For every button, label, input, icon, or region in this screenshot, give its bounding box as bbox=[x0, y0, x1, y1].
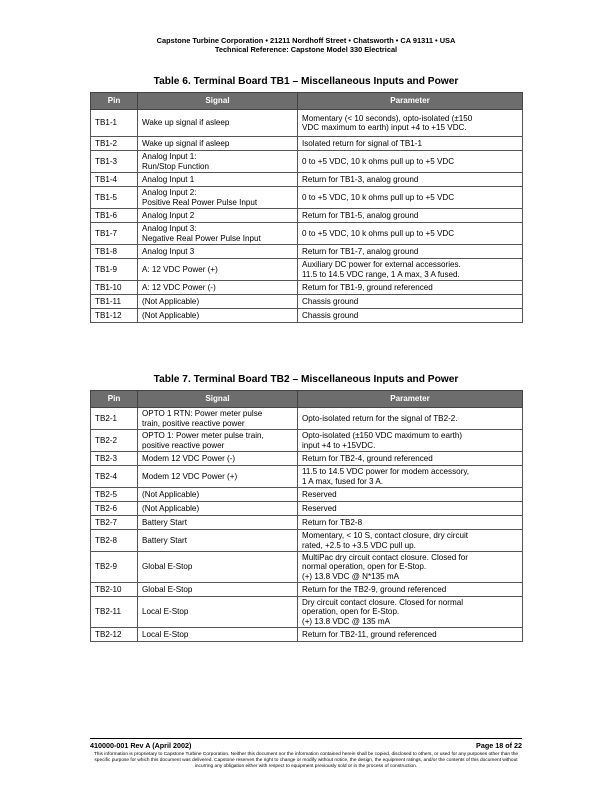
table-row bbox=[91, 516, 523, 530]
footer-divider bbox=[90, 738, 522, 739]
parameter-cell: Auxiliary DC power for external accessories. 11.5 to 14.5 VDC range, 1 A max, 3 A fused. bbox=[298, 259, 523, 281]
pin-cell: TB1-6 bbox=[91, 209, 138, 223]
parameter-cell: Return for TB2-11, ground referenced bbox=[298, 628, 523, 642]
pin-cell: TB1-1 bbox=[91, 110, 138, 137]
signal-cell: A: 12 VDC Power (+) bbox=[138, 259, 298, 281]
pin-cell: TB2-6 bbox=[91, 502, 138, 516]
signal-cell: Analog Input 3 bbox=[138, 245, 298, 259]
parameter-cell: Return for TB1-7, analog ground bbox=[298, 245, 523, 259]
pin-cell: TB2-3 bbox=[91, 452, 138, 466]
table-row bbox=[91, 488, 523, 502]
pin-cell: TB1-12 bbox=[91, 309, 138, 323]
pin-cell: TB2-1 bbox=[91, 408, 138, 430]
pin-cell: TB2-5 bbox=[91, 488, 138, 502]
signal-cell: Modem 12 VDC Power (+) bbox=[138, 466, 298, 488]
signal-cell: Wake up signal if asleep bbox=[138, 110, 298, 137]
table-row bbox=[91, 430, 523, 452]
signal-cell: Battery Start bbox=[138, 530, 298, 552]
table-row bbox=[91, 173, 523, 187]
signal-cell: Local E-Stop bbox=[138, 628, 298, 642]
document-number: 410000-001 Rev A (April 2002) bbox=[90, 741, 192, 750]
signal-cell: Analog Input 1: Run/Stop Function bbox=[138, 151, 298, 173]
header-reference-line: Technical Reference: Capstone Model 330 Electrical bbox=[214, 45, 398, 54]
pin-cell: TB1-2 bbox=[91, 137, 138, 151]
terminal-board-tb1-table bbox=[90, 92, 523, 323]
signal-cell: Wake up signal if asleep bbox=[138, 137, 298, 151]
column-header-pin: Pin bbox=[91, 391, 138, 408]
table-row bbox=[91, 137, 523, 151]
pin-cell: TB2-10 bbox=[91, 583, 138, 597]
table-row bbox=[91, 259, 523, 281]
table-row bbox=[91, 209, 523, 223]
signal-cell: (Not Applicable) bbox=[138, 488, 298, 502]
parameter-cell: Chassis ground bbox=[298, 295, 523, 309]
parameter-cell: Return for TB2-8 bbox=[298, 516, 523, 530]
parameter-cell: Opto-isolated (±150 VDC maximum to earth) input +4 to +15VDC. bbox=[298, 430, 523, 452]
table1-title: Table 6. Terminal Board TB1 – Miscellaneous Inputs and Power bbox=[153, 76, 459, 87]
signal-cell: Local E-Stop bbox=[138, 597, 298, 628]
column-header-parameter: Parameter bbox=[298, 93, 523, 110]
table-row bbox=[91, 110, 523, 137]
pin-cell: TB1-10 bbox=[91, 281, 138, 295]
pin-cell: TB2-2 bbox=[91, 430, 138, 452]
column-header-signal: Signal bbox=[138, 391, 298, 408]
signal-cell: Analog Input 1 bbox=[138, 173, 298, 187]
parameter-cell: Reserved bbox=[298, 502, 523, 516]
pin-cell: TB1-7 bbox=[91, 223, 138, 245]
table-row bbox=[91, 223, 523, 245]
parameter-cell: Momentary, < 10 S, contact closure, dry circuit rated, +2.5 to +3.5 VDC pull up. bbox=[298, 530, 523, 552]
signal-cell: (Not Applicable) bbox=[138, 502, 298, 516]
table-header-row bbox=[91, 93, 523, 110]
parameter-cell: Reserved bbox=[298, 488, 523, 502]
pin-cell: TB2-11 bbox=[91, 597, 138, 628]
signal-cell: Analog Input 2: Positive Real Power Pulse Input bbox=[138, 187, 298, 209]
parameter-cell: 11.5 to 14.5 VDC power for modem accessory, 1 A max, fused for 3 A. bbox=[298, 466, 523, 488]
parameter-cell: 0 to +5 VDC, 10 k ohms pull up to +5 VDC bbox=[298, 151, 523, 173]
pin-cell: TB1-11 bbox=[91, 295, 138, 309]
table2-title: Table 7. Terminal Board TB2 – Miscellaneous Inputs and Power bbox=[153, 374, 459, 385]
parameter-cell: Dry circuit contact closure. Closed for normal operation, open for E-Stop. (+) 13.8 VDC @ 135 mA bbox=[298, 597, 523, 628]
table-row bbox=[91, 408, 523, 430]
table-row bbox=[91, 502, 523, 516]
pin-cell: TB1-3 bbox=[91, 151, 138, 173]
table-row bbox=[91, 628, 523, 642]
table-row bbox=[91, 552, 523, 583]
pin-cell: TB1-9 bbox=[91, 259, 138, 281]
page-number: Page 18 of 22 bbox=[476, 741, 522, 750]
parameter-cell: Isolated return for signal of TB1-1 bbox=[298, 137, 523, 151]
table-row bbox=[91, 466, 523, 488]
table-row bbox=[91, 597, 523, 628]
page-header bbox=[0, 36, 612, 54]
parameter-cell: Momentary (< 10 seconds), opto-isolated (±150 VDC maximum to earth) input +4 to +15 VDC. bbox=[298, 110, 523, 137]
parameter-cell: MultiPac dry circuit contact closure. Closed for normal operation, open for E-Stop. (+) 13.8 VDC @ N*135 mA bbox=[298, 552, 523, 583]
parameter-cell: Return for TB1-9, ground referenced bbox=[298, 281, 523, 295]
signal-cell: Modem 12 VDC Power (-) bbox=[138, 452, 298, 466]
terminal-board-tb2-table bbox=[90, 390, 523, 642]
table-row bbox=[91, 187, 523, 209]
parameter-cell: Return for TB1-3, analog ground bbox=[298, 173, 523, 187]
table-row bbox=[91, 281, 523, 295]
parameter-cell: 0 to +5 VDC, 10 k ohms pull up to +5 VDC bbox=[298, 223, 523, 245]
signal-cell: Global E-Stop bbox=[138, 583, 298, 597]
table-row bbox=[91, 245, 523, 259]
pin-cell: TB2-7 bbox=[91, 516, 138, 530]
table-row bbox=[91, 530, 523, 552]
pin-cell: TB2-12 bbox=[91, 628, 138, 642]
signal-cell: OPTO 1 RTN: Power meter pulse train, positive reactive power bbox=[138, 408, 298, 430]
signal-cell: Battery Start bbox=[138, 516, 298, 530]
parameter-cell: 0 to +5 VDC, 10 k ohms pull up to +5 VDC bbox=[298, 187, 523, 209]
signal-cell: Global E-Stop bbox=[138, 552, 298, 583]
table-row bbox=[91, 309, 523, 323]
pin-cell: TB2-4 bbox=[91, 466, 138, 488]
pin-cell: TB1-4 bbox=[91, 173, 138, 187]
parameter-cell: Return for TB2-4, ground referenced bbox=[298, 452, 523, 466]
signal-cell: Analog Input 3: Negative Real Power Pulse Input bbox=[138, 223, 298, 245]
pin-cell: TB2-8 bbox=[91, 530, 138, 552]
column-header-signal: Signal bbox=[138, 93, 298, 110]
parameter-cell: Chassis ground bbox=[298, 309, 523, 323]
table-row bbox=[91, 452, 523, 466]
column-header-pin: Pin bbox=[91, 93, 138, 110]
table-row bbox=[91, 583, 523, 597]
parameter-cell: Return for TB1-5, analog ground bbox=[298, 209, 523, 223]
table-header-row bbox=[91, 391, 523, 408]
pin-cell: TB1-8 bbox=[91, 245, 138, 259]
signal-cell: (Not Applicable) bbox=[138, 295, 298, 309]
column-header-parameter: Parameter bbox=[298, 391, 523, 408]
table-row bbox=[91, 151, 523, 173]
signal-cell: Analog Input 2 bbox=[138, 209, 298, 223]
parameter-cell: Opto-isolated return for the signal of TB2-2. bbox=[298, 408, 523, 430]
signal-cell: (Not Applicable) bbox=[138, 309, 298, 323]
pin-cell: TB1-5 bbox=[91, 187, 138, 209]
proprietary-disclaimer: This information is proprietary to Capstone Turbine Corporation. Neither this document nor the information contained herein shall be copied, disclosed to others, or used for any purposes other than the specific purpose for which this document was delivered. Capstone reserves the right to change or modify without notice, the design, the equipment ratings, and/or the contents of this document without incurring any obligation either with respect to equipment previously sold or in the process of construction. bbox=[93, 752, 519, 770]
pin-cell: TB2-9 bbox=[91, 552, 138, 583]
signal-cell: A: 12 VDC Power (-) bbox=[138, 281, 298, 295]
parameter-cell: Return for the TB2-9, ground referenced bbox=[298, 583, 523, 597]
table-row bbox=[91, 295, 523, 309]
signal-cell: OPTO 1: Power meter pulse train, positive reactive power bbox=[138, 430, 298, 452]
header-company-line: Capstone Turbine Corporation • 21211 Nordhoff Street • Chatsworth • CA 91311 • USA bbox=[156, 36, 456, 45]
